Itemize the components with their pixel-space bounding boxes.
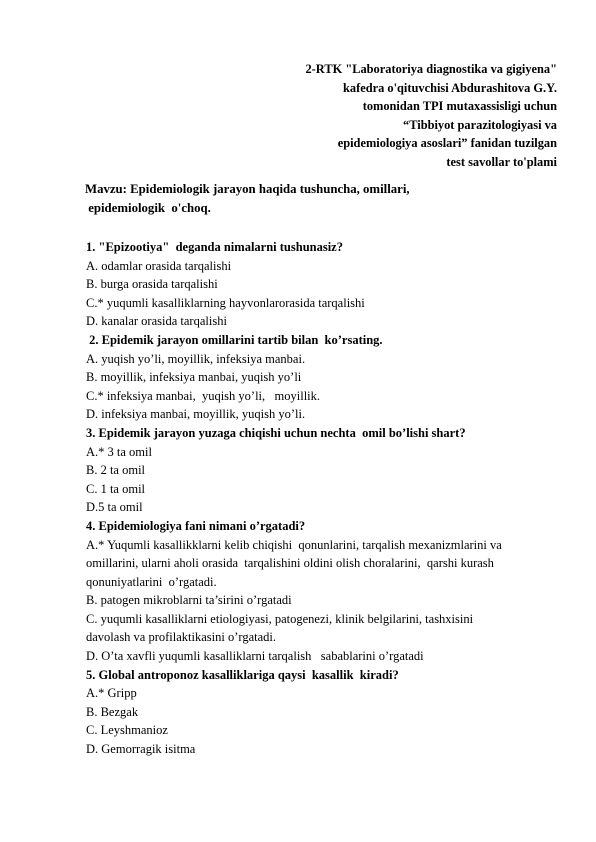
answer-option: C.* yuqumli kasalliklarning hayvonlarorasida tarqalishi xyxy=(86,295,365,310)
answer-option: C. yuqumli kasalliklarni etiologiyasi, patogenezi, klinik belgilarini, tashxisini xyxy=(86,611,474,626)
answer-option: B. moyillik, infeksiya manbai, yuqish yo’li xyxy=(86,370,302,385)
answer-option: A.* Gripp xyxy=(86,686,137,701)
header-line: epidemiologiya asoslari” fanidan tuzilgan xyxy=(337,136,557,151)
answer-option: B. 2 ta omil xyxy=(86,463,146,478)
question-block xyxy=(86,517,566,666)
question-list xyxy=(86,238,566,759)
answer-option: B. Bezgak xyxy=(86,704,139,719)
answer-option: D. infeksiya manbai, moyillik, yuqish yo’li. xyxy=(86,407,306,422)
question-text: 5. Global antroponoz kasalliklariga qaysi kasallik kiradi? xyxy=(86,667,399,682)
answer-option: C. Leyshmanioz xyxy=(86,723,168,738)
answer-option: A.* Yuqumli kasallikklarni kelib chiqishi qonunlarini, tarqalish mexanizmlarini va xyxy=(86,537,502,552)
header-line: kafedra o'qituvchisi Abdurashitova G.Y. xyxy=(342,80,557,95)
answer-option: A.* 3 ta omil xyxy=(86,444,152,459)
document-header xyxy=(305,60,557,172)
header-line: test savollar to'plami xyxy=(446,154,557,169)
answer-option-continuation: omillarini, ularni aholi orasida tarqalishini oldini olish choralarini, qarshi kurash xyxy=(86,556,494,571)
answer-option: A. yuqish yo’li, moyillik, infeksiya manbai. xyxy=(86,351,306,366)
header-line: 2-RTK "Laboratoriya diagnostika va gigiyena" xyxy=(305,62,557,76)
answer-option: D.5 ta omil xyxy=(86,500,143,515)
question-text: 3. Epidemik jarayon yuzaga chiqishi uchun nechta omil bo’lishi shart? xyxy=(86,425,466,440)
answer-option-continuation: davolash va profilaktikasini o’rgatadi. xyxy=(86,630,276,645)
answer-option: B. burga orasida tarqalishi xyxy=(86,277,218,292)
topic-line: epidemiologik o'choq. xyxy=(85,201,211,215)
question-text: 2. Epidemik jarayon omillarini tartib bilan ko’rsating. xyxy=(86,332,383,347)
answer-option: C.* infeksiya manbai, yuqish yo’li, moyillik. xyxy=(86,388,321,403)
topic-title xyxy=(85,180,565,218)
question-block xyxy=(86,331,566,424)
question-block xyxy=(86,424,566,517)
question-block xyxy=(86,238,566,331)
answer-option-continuation: qonuniyatlarini o’rgatadi. xyxy=(86,574,217,589)
answer-option: A. odamlar orasida tarqalishi xyxy=(86,258,232,273)
question-text: 4. Epidemiologiya fani nimani o’rgatadi? xyxy=(86,518,306,533)
topic-line: Mavzu: Epidemiologik jarayon haqida tushuncha, omillari, xyxy=(85,182,410,196)
answer-option: B. patogen mikroblarni ta’sirini o’rgatadi xyxy=(86,593,292,608)
answer-option: C. 1 ta omil xyxy=(86,481,146,496)
question-block xyxy=(86,666,566,759)
header-line: tomonidan TPI mutaxassisligi uchun xyxy=(362,99,557,114)
answer-option: D. Gemorragik isitma xyxy=(86,742,196,757)
header-line: “Tibbiyot parazitologiyasi va xyxy=(403,117,557,132)
answer-option: D. O’ta xavfli yuqumli kasalliklarni tarqalish sabablarini o’rgatadi xyxy=(86,649,424,664)
answer-option: D. kanalar orasida tarqalishi xyxy=(86,314,227,329)
question-text: 1. "Epizootiya" deganda nimalarni tushunasiz? xyxy=(86,240,343,254)
